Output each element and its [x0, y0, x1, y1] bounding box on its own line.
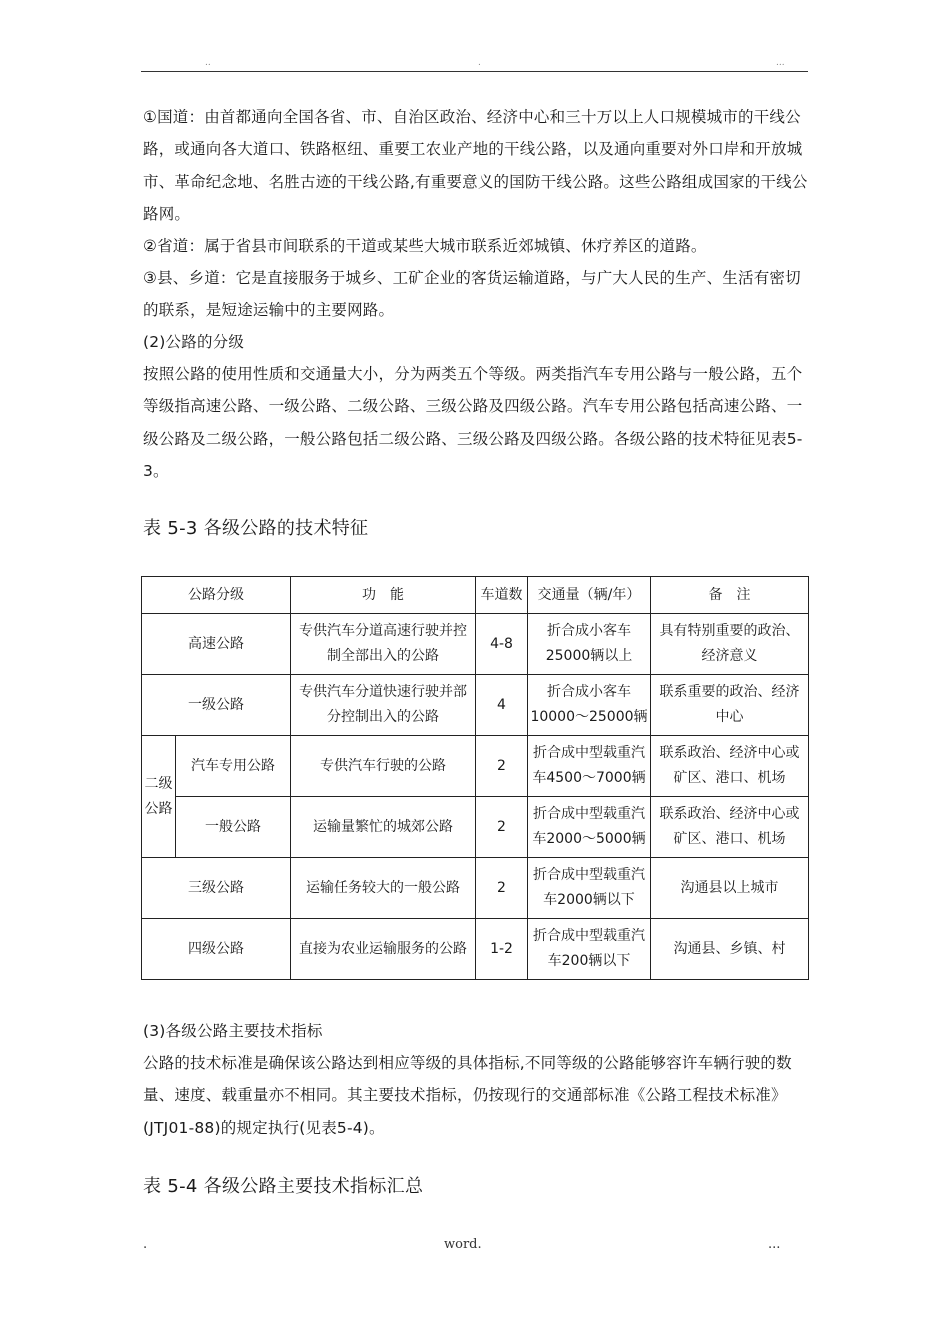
traffic-cell: 折合成中型载重汽车2000～5000辆 [528, 797, 651, 858]
header-rule [141, 71, 808, 72]
note-cell: 联系政治、经济中心或矿区、港口、机场 [651, 736, 809, 797]
lanes-cell: 2 [476, 858, 528, 919]
grade-cell: 四级公路 [142, 919, 291, 980]
paragraph-road-grades: 按照公路的使用性质和交通量大小，分为两类五个等级。两类指汽车专用公路与一般公路，五个等级指高速公路、一级公路、二级公路、三级公路及四级公路。汽车专用公路包括高速公路、一级公路及二级公路，一般公路包括二级公路、三级公路及四级公路。各级公路的技术特征见表5-3。 [143, 365, 803, 480]
traffic-cell: 折合成中型载重汽车4500～7000辆 [528, 736, 651, 797]
traffic-cell: 折合成小客车25000辆以上 [528, 614, 651, 675]
grade-cell: 高速公路 [142, 614, 291, 675]
section-heading-tech-indicators: (3)各级公路主要技术指标 [143, 1022, 323, 1040]
header-right-mark: ... [776, 58, 785, 68]
lanes-cell: 4 [476, 675, 528, 736]
lanes-cell: 4-8 [476, 614, 528, 675]
table-header-row [142, 577, 809, 614]
header-left-mark: .. [205, 58, 211, 68]
function-cell: 运输任务较大的一般公路 [291, 858, 476, 919]
note-cell: 联系重要的政治、经济中心 [651, 675, 809, 736]
lanes-cell: 2 [476, 736, 528, 797]
lanes-cell: 1-2 [476, 919, 528, 980]
footer-center-text: word. [444, 1237, 482, 1252]
traffic-cell: 折合成中型载重汽车2000辆以下 [528, 858, 651, 919]
table-row [142, 736, 809, 797]
note-cell: 联系政治、经济中心或矿区、港口、机场 [651, 797, 809, 858]
header-lanes: 车道数 [476, 577, 528, 614]
header-traffic: 交通量（辆/年） [528, 577, 651, 614]
road-grade-table [141, 576, 809, 980]
header-grade: 公路分级 [142, 577, 291, 614]
table-row [142, 919, 809, 980]
paragraph-county-road: ③县、乡道：它是直接服务于城乡、工矿企业的客货运输道路，与广大人民的生产、生活有密切的联系，是短途运输中的主要网路。 [143, 269, 801, 320]
grade-cell: 一级公路 [142, 675, 291, 736]
function-cell: 直接为农业运输服务的公路 [291, 919, 476, 980]
table-row [142, 614, 809, 675]
function-cell: 专供汽车分道快速行驶并部分控制出入的公路 [291, 675, 476, 736]
table-5-4-caption: 表 5-4 各级公路主要技术指标汇总 [143, 1176, 424, 1197]
note-cell: 沟通县、乡镇、村 [651, 919, 809, 980]
grade-cell: 一般公路 [176, 797, 291, 858]
paragraph-provincial-road: ②省道：属于省县市间联系的干道或某些大城市联系近郊城镇、休疗养区的道路。 [143, 237, 707, 255]
paragraph-national-road: ①国道：由首都通向全国各省、市、自治区政治、经济中心和三十万以上人口规模城市的干线公路，或通向各大道口、铁路枢纽、重要工农业产地的干线公路，以及通向重要对外口岸和开放城市、革命纪念地、名胜古迹的干线公路,有重要意义的国防干线公路。这些公路组成国家的干线公路网。 [143, 108, 808, 223]
function-cell: 专供汽车分道高速行驶并控制全部出入的公路 [291, 614, 476, 675]
table-row [142, 797, 809, 858]
table-row [142, 675, 809, 736]
group-cell-second-grade: 二级公路 [142, 736, 176, 858]
header-center-mark: . [478, 58, 481, 68]
grade-cell: 三级公路 [142, 858, 291, 919]
note-cell: 沟通县以上城市 [651, 858, 809, 919]
function-cell: 专供汽车行驶的公路 [291, 736, 476, 797]
traffic-cell: 折合成中型载重汽车200辆以下 [528, 919, 651, 980]
note-cell: 具有特别重要的政治、经济意义 [651, 614, 809, 675]
footer-right-mark: ... [768, 1237, 781, 1252]
paragraph-tech-indicators: 公路的技术标准是确保该公路达到相应等级的具体指标,不同等级的公路能够容许车辆行驶的数量、速度、载重量亦不相同。其主要技术指标，仍按现行的交通部标准《公路工程技术标准》(JTJ01-88)的规定执行(见表5-4)。 [143, 1054, 792, 1137]
table-row [142, 858, 809, 919]
section-heading-road-grades: (2)公路的分级 [143, 333, 245, 351]
traffic-cell: 折合成小客车10000～25000辆 [528, 675, 651, 736]
header-function: 功 能 [291, 577, 476, 614]
grade-cell: 汽车专用公路 [176, 736, 291, 797]
table-5-3-caption: 表 5-3 各级公路的技术特征 [143, 518, 369, 539]
footer-left-mark: . [143, 1237, 148, 1252]
lanes-cell: 2 [476, 797, 528, 858]
header-note: 备 注 [651, 577, 809, 614]
function-cell: 运输量繁忙的城郊公路 [291, 797, 476, 858]
